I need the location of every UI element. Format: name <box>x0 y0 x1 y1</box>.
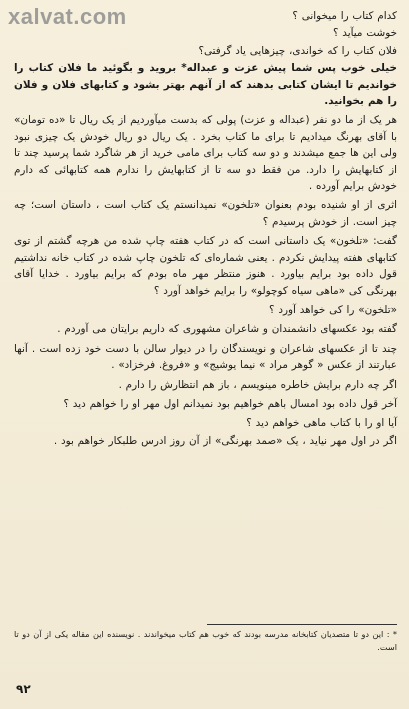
body-text <box>14 8 397 450</box>
paragraph-9: گفته بود عکسهای دانشمندان و شاعران مشهوری که داریم برایتان می آوردم . <box>57 323 397 336</box>
paragraph-8: «تلخون» را کی خواهد آورد ؟ <box>269 303 397 316</box>
footnote: * : این دو تا متصدیان کتابخانه مدرسه بودند که خوب هم کتاب میخواندند . نویسنده این مقاله یکی از آن دو تا است. <box>14 629 397 652</box>
paragraph-3: فلان کتاب را که خواندی، چیزهایی یاد گرفتی؟ <box>198 44 397 57</box>
paragraph-10: چند تا از عکسهای شاعران و نویسندگان را در دیوار سالن با دست خود زده است . آنها عبارتند از عکس « گوهر مراد » نیما یوشیج» و «فروغ. فرخزاد» . <box>14 342 397 372</box>
paragraph-13: آیا او را با کتاب ماهی خواهم دید ؟ <box>246 417 397 430</box>
paragraph-5: هر یک از ما دو نفر (عبداله و عزت) پولی که بدست میآوردیم از یک ریال تا «ده تومان» با آقای بهرنگ میدادیم تا برای ما کتاب بخرد . یک ریال دو ریال خودش یک چیزی نبود ولی این ها جمع میشدند و دو سه کتاب برای مامی خرید از هر شاگرد شما پرسید چند تا از کتابهایش را دارد. من فقط دو سه تا از کتابهایش را ندارم همه کتابهائی که دارم خودش برایم آورده . <box>14 114 397 193</box>
paragraph-11: اگر چه دارم برایش خاطره مینویسم ، باز هم انتظارش را دارم . <box>118 378 397 391</box>
site-watermark: xalvat.com <box>8 4 127 29</box>
paragraph-14: اگر در اول مهر نیاید ، یک «صمد بهرنگی» از آن روز ادرس طلبکار خواهم بود . <box>53 434 397 447</box>
paragraph-7: گفت: «تلخون» یک داستانی است که در کتاب هفته چاپ شده من هرچه گشتم از توی کتابهای هفته پیدایش نکردم . یعنی شماره‌ای که تلخون چاپ شده در کتاب خانه نداشتیم قول داده بود برایم بیاورد . هنوز منتظر مهر ماه بودم که برایم بیاورد . خدایا آقای بهرنگی کی «ماهی سیاه کوچولو» را برایم خواهد آورد ؟ <box>14 235 397 297</box>
paragraph-4: خیلی خوب پس شما پیش عزت و عبداله* بروید و بگوئید ما فلان کتاب را خواندیم تا ایشان کتابی بدهند که از آنهم بهتر بشود و کتابهای فلان و فلان را هم بخوانید. <box>14 62 397 108</box>
paragraph-1: کدام کتاب را میخوانی ؟ <box>292 10 397 22</box>
paragraph-12: آخر قول داده بود امسال باهم خواهیم بود نمیدانم اول مهر او را خواهم دید ؟ <box>63 397 397 410</box>
footnote-divider <box>207 624 397 625</box>
page-number: ۹۲ <box>16 682 31 696</box>
paragraph-2: خوشت میآید ؟ <box>332 27 397 40</box>
paragraph-6: اثری از او شنیده بودم بعنوان «تلخون» نمیدانستم یک کتاب است ، داستان است؛ چه چیز است. از خودش پرسیدم ؟ <box>14 199 397 228</box>
